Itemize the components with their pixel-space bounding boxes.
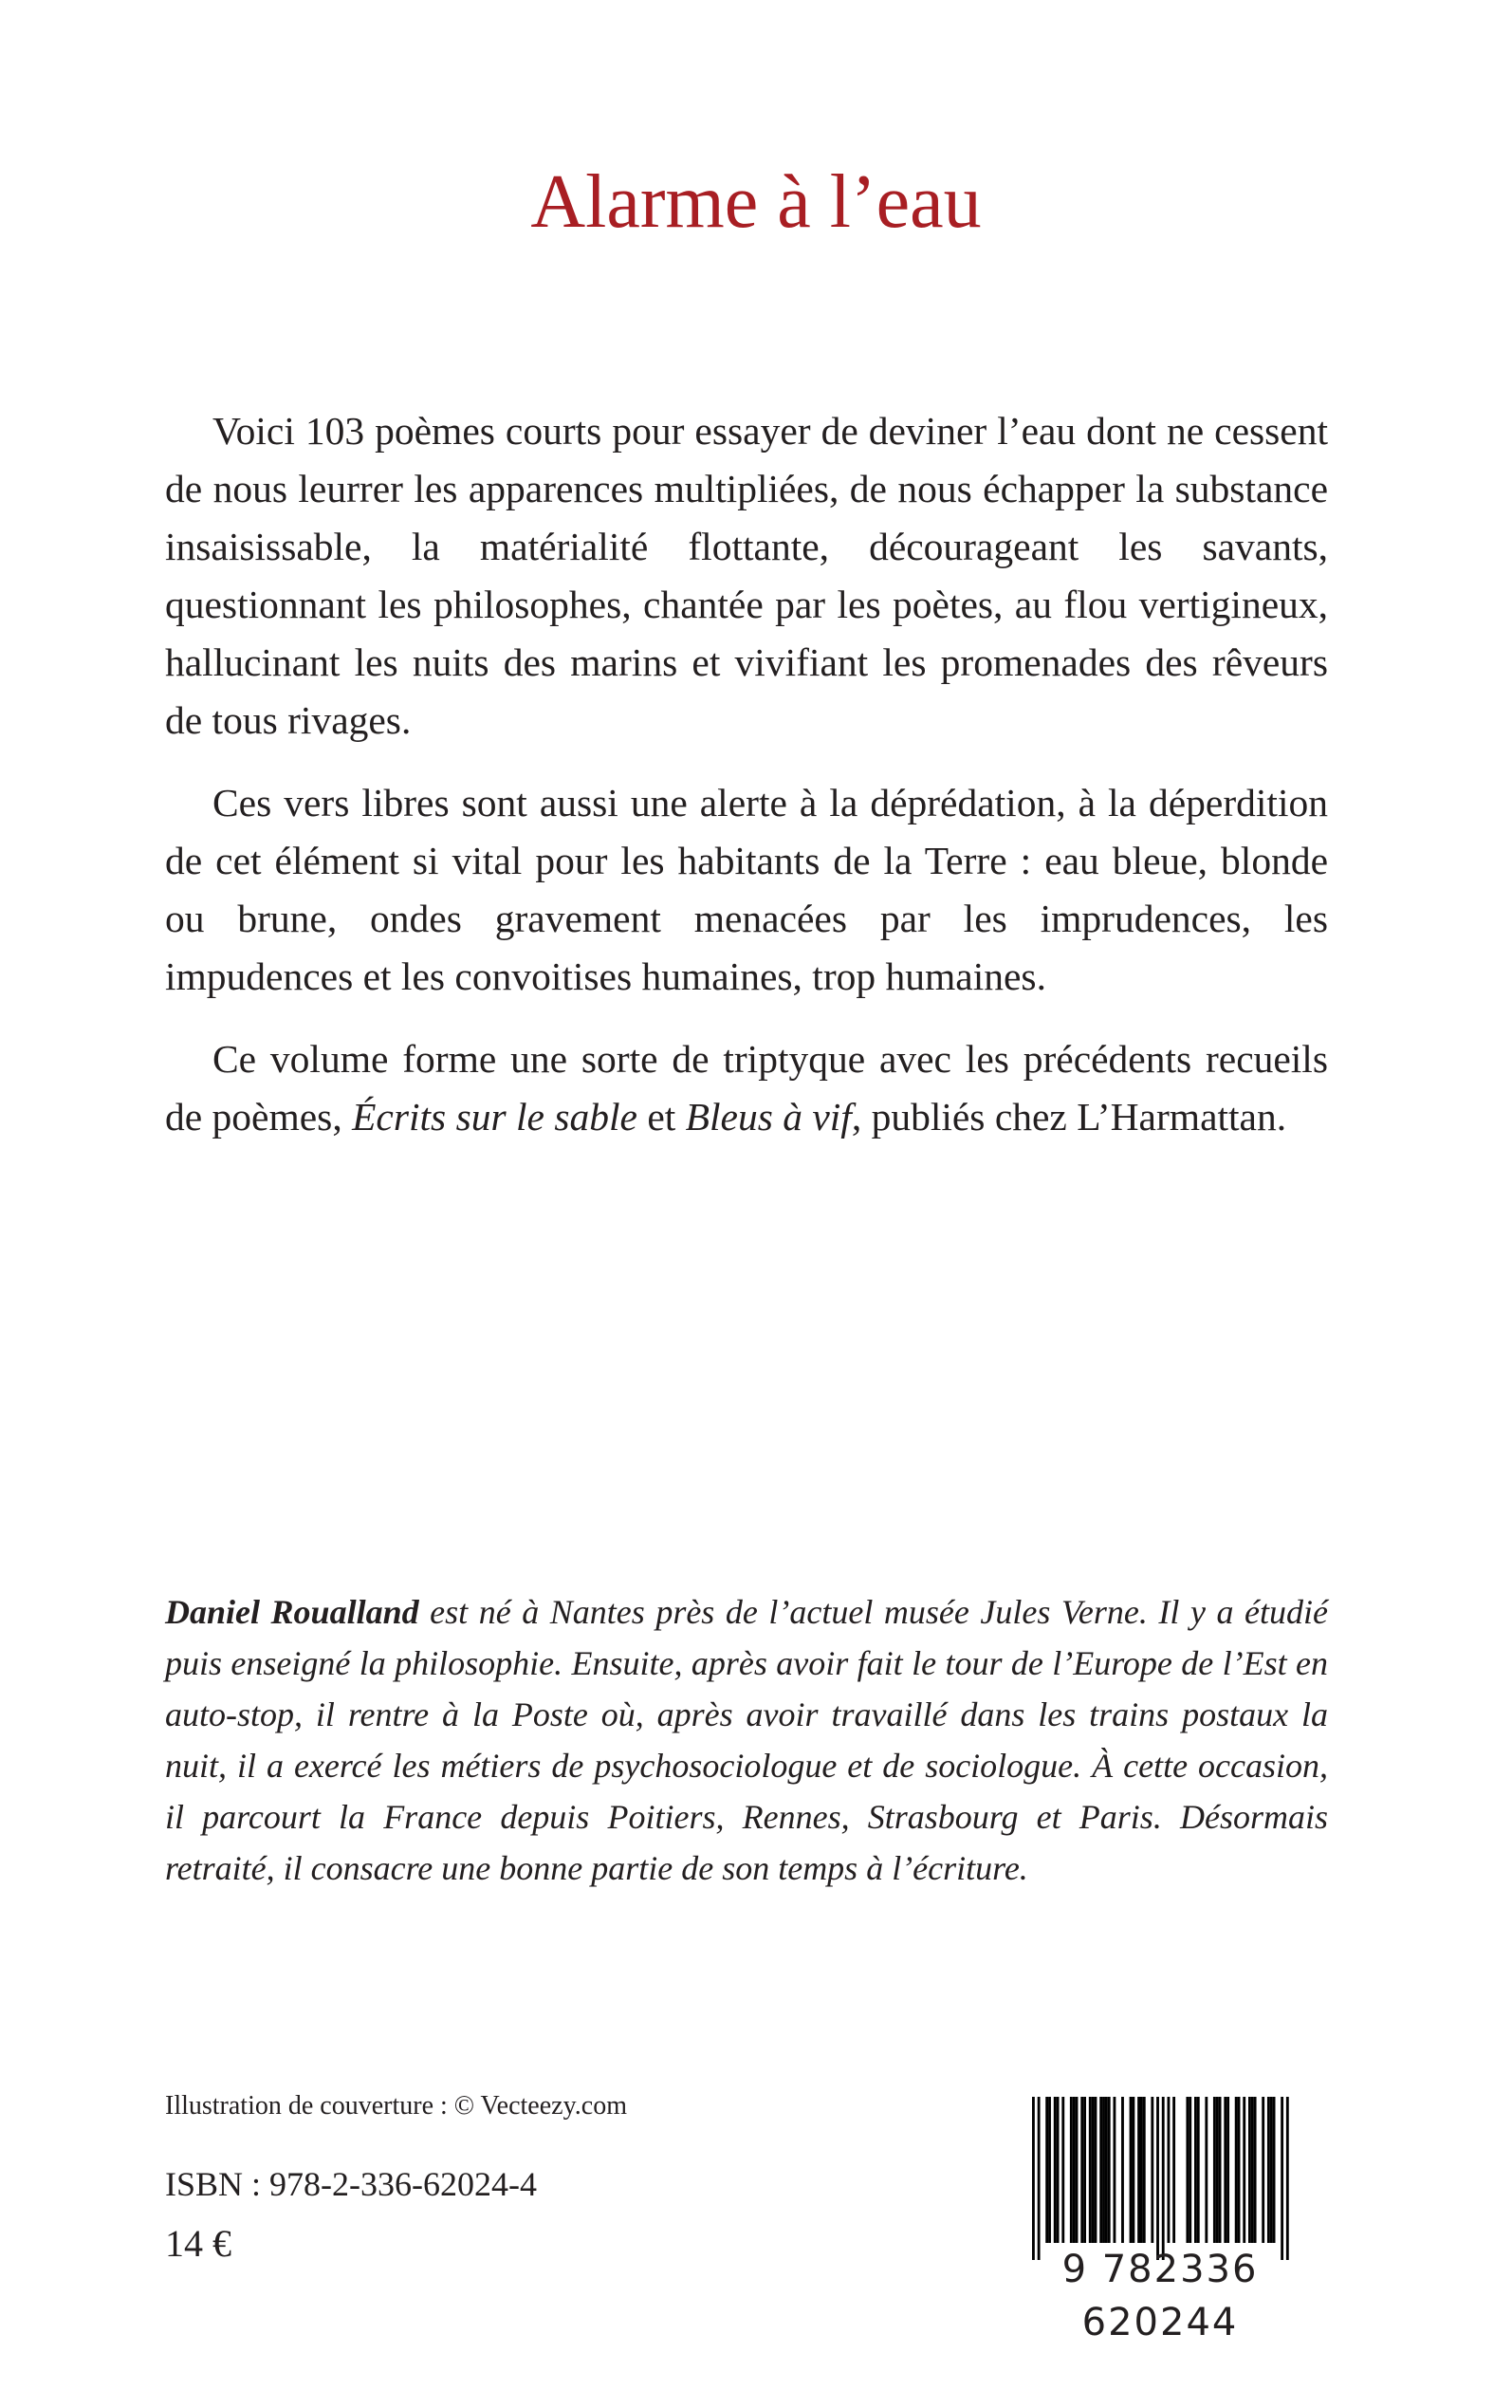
barcode-bar	[1224, 2097, 1226, 2243]
barcode-bar	[1076, 2097, 1079, 2243]
barcode-bar	[1251, 2097, 1254, 2243]
author-bio-text: est né à Nantes près de l’actuel musée Jules Verne. Il y a étudié puis enseigné la philosophie. Ensuite, après avoir fait le tour de l’Europe de l’Est en auto-stop, il rentre à la Poste où, après avoir travaillé dans les trains postaux la nuit, il a exercé les métiers de psychosociologue et de sociologue. À cette occasion, il parcourt la France depuis Poitiers, Rennes, Strasbourg et Paris. Désormais retraité, il consacre une bonne partie de son temps à l’écriture.	[165, 1593, 1328, 1887]
barcode-bar	[1267, 2097, 1270, 2243]
barcode-bar	[1216, 2097, 1219, 2243]
barcode-bar	[1140, 2097, 1143, 2243]
barcode-bar	[1226, 2097, 1229, 2243]
barcode-digits: 9 782336 620244	[1061, 2248, 1259, 2344]
barcode-bar	[1273, 2097, 1276, 2243]
barcode-bar	[1151, 2097, 1153, 2243]
barcode-bar	[1089, 2097, 1092, 2243]
barcode-bar	[1092, 2097, 1095, 2243]
barcode-bar	[1045, 2097, 1048, 2243]
blurb-paragraph-1: Voici 103 poèmes courts pour essayer de deviner l’eau dont ne cessent de nous leurrer les apparences multipliées, de nous échapper la substance insaisissable, la matérialité flottante, décourageant les savants, questionnant les philosophes, chantée par les poètes, au flou vertigineux, hallucinant les nuits des marins et vivifiant les promenades des rêveurs de tous rivages.	[165, 409, 1328, 742]
barcode-bar	[1102, 2097, 1105, 2243]
barcode-bar	[1099, 2097, 1102, 2243]
price: 14 €	[165, 2222, 231, 2265]
barcode-bar	[1054, 2097, 1057, 2243]
barcode-bar	[1168, 2097, 1171, 2243]
blurb-paragraph-2: Ces vers libres sont aussi une alerte à la déprédation, à la déperdition de cet élément si vital pour les habitants de la Terre : eau bleue, blonde ou brune, ondes gravement menacées par les imprudences, les impudences et les convoitises humaines, trop humaines.	[165, 781, 1328, 998]
isbn: ISBN : 978-2-336-62024-4	[165, 2165, 537, 2203]
barcode-bar	[1172, 2097, 1175, 2243]
barcode-bar	[1095, 2097, 1097, 2243]
barcode-bar	[1105, 2097, 1108, 2243]
cover-credit: Illustration de couverture : © Vecteezy.com	[165, 2091, 627, 2121]
barcode	[1004, 2097, 1317, 2344]
barcode-bar	[1205, 2097, 1208, 2243]
barcode-bar	[1083, 2097, 1086, 2243]
blurb-p3-mid: et	[636, 1095, 686, 1139]
barcode-bar	[1032, 2097, 1035, 2260]
barcode-bar	[1038, 2097, 1041, 2260]
barcode-bar	[1080, 2097, 1083, 2243]
barcode-bar	[1254, 2097, 1257, 2243]
barcode-bar	[1143, 2097, 1146, 2243]
barcode-bar	[1057, 2097, 1060, 2243]
barcode-bar	[1130, 2097, 1133, 2243]
barcode-bar	[1121, 2097, 1124, 2243]
barcode-bar	[1213, 2097, 1216, 2243]
book-title: Alarme à l’eau	[530, 160, 982, 244]
barcode-bar	[1238, 2097, 1241, 2243]
barcode-bar	[1189, 2097, 1191, 2243]
author-bio	[165, 1586, 1328, 1894]
barcode-bar	[1186, 2097, 1189, 2243]
barcode-bar	[1262, 2097, 1264, 2243]
barcode-bar	[1048, 2097, 1051, 2243]
barcode-bar	[1248, 2097, 1251, 2243]
barcode-bar	[1061, 2097, 1064, 2243]
barcode-bar	[1281, 2097, 1283, 2260]
barcode-bar	[1073, 2097, 1076, 2243]
barcode-bar	[1219, 2097, 1222, 2243]
barcode-bar	[1243, 2097, 1245, 2243]
blurb-p3-start: Ce volume forme une sorte de triptyque avec les précédents recueils de poèmes,	[165, 1037, 1328, 1139]
barcode-bar	[1070, 2097, 1073, 2243]
barcode-bar	[1197, 2097, 1200, 2243]
barcode-bar	[1114, 2097, 1116, 2243]
blurb-paragraph-3	[165, 1030, 1328, 1146]
barcode-bar	[1286, 2097, 1289, 2260]
book-title-bleus-a-vif: Bleus à vif	[685, 1095, 852, 1139]
book-title-ecrits-sur-le-sable: Écrits sur le sable	[352, 1095, 637, 1139]
blurb-p3-end: , publiés chez L’Harmattan.	[851, 1095, 1287, 1139]
barcode-bar	[1235, 2097, 1238, 2243]
barcode-bar	[1270, 2097, 1273, 2243]
barcode-bar	[1162, 2097, 1165, 2260]
barcode-bar	[1156, 2097, 1159, 2260]
author-name: Daniel Roualland	[165, 1593, 419, 1631]
blurb	[165, 402, 1328, 1171]
barcode-bar	[1108, 2097, 1111, 2243]
barcode-bar	[1194, 2097, 1197, 2243]
barcode-bar	[1137, 2097, 1140, 2243]
barcode-bar	[1132, 2097, 1134, 2243]
